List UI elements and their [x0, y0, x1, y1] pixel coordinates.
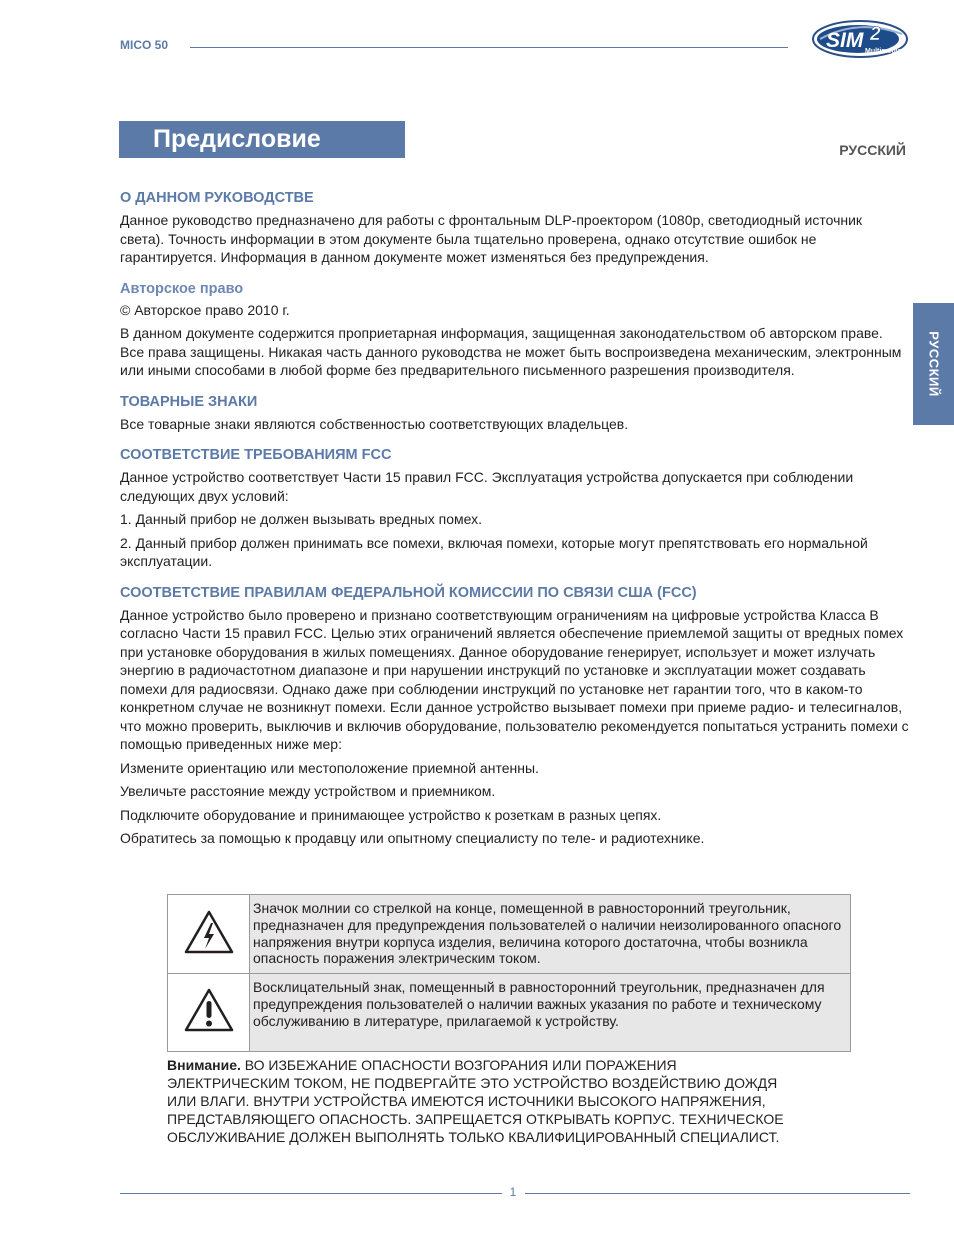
warning-notice	[167, 1056, 797, 1146]
page-number: 1	[509, 1185, 517, 1199]
section-about	[120, 190, 910, 267]
content	[120, 190, 910, 862]
exclamation-warning-icon	[183, 987, 235, 1033]
section-copyright	[120, 281, 910, 380]
table-row	[168, 895, 851, 974]
page-title: Предисловие	[153, 125, 321, 153]
section-heading: ТОВАРНЫЕ ЗНАКИ	[120, 393, 258, 410]
safety-symbols-table	[167, 894, 851, 1052]
warning-label: Внимание.	[167, 1057, 241, 1073]
header-rule	[190, 47, 788, 48]
paragraph: Увеличьте расстояние между устройством и приемником.	[120, 783, 496, 799]
table-row	[168, 974, 851, 1052]
paragraph: © Авторское право 2010 г.	[120, 301, 290, 318]
section-fcc-rules	[120, 585, 910, 848]
paragraph: Все товарные знаки являются собственностью соответствующих владельцев.	[120, 415, 629, 432]
paragraph: Данное устройство соответствует Части 15 правил FCC. Эксплуатация устройства допускается при соблюдении следующих двух условий:	[120, 469, 854, 504]
paragraph: 1. Данный прибор не должен вызывать вредных помех.	[120, 511, 482, 527]
paragraph: Измените ориентацию или местоположение приемной антенны.	[120, 759, 539, 776]
paragraph: Данное руководство предназначено для работы с фронтальным DLP-проектором (1080р, светодиодный источник света). Точность информации в этом документе была тщательно проверена, однако отсутствие ошибок не гарантируется. Информация в данном документе может изменяться без предупреждения.	[120, 212, 863, 265]
paragraph: Обратитесь за помощью к продавцу или опытному специалисту по теле- и радиотехнике.	[120, 830, 705, 846]
section-heading: СООТВЕТСТВИЕ ТРЕБОВАНИЯМ FCC	[120, 447, 392, 463]
section-fcc-requirements	[120, 447, 910, 571]
svg-text:Multimedia: Multimedia	[865, 48, 902, 55]
page-title-box	[119, 121, 405, 158]
symbol-description: Восклицательный знак, помещенный в равносторонний треугольник, предназначен для предупреждения пользователей о наличии важных указания по работе и техническому обслуживанию в литературе, прилагаемой к устройству.	[250, 974, 851, 1052]
model-name: MICO 50	[120, 38, 169, 52]
footer-rule-right	[525, 1193, 910, 1194]
paragraph: 2. Данный прибор должен принимать все помехи, включая помехи, которые могут препятствовать его нормальной эксплуатации.	[120, 534, 868, 569]
paragraph: В данном документе содержится проприетарная информация, защищенная законодательством об авторском праве. Все права защищены. Никакая часть данного руководства не может быть воспроизведена механическим, электронным или иными способами в любой форме без предварительного письменного разрешения производителя.	[120, 325, 902, 378]
sim2-logo	[810, 16, 914, 60]
svg-text:2: 2	[870, 24, 881, 45]
paragraph: Данное устройство было проверено и признано соответствующим ограничениям на цифровые устройства Класса В согласно Части 15 правил FCC. Целью этих ограничений является обеспечение приемлемой защиты от вредных помех при установке оборудования в жилых помещениях. Данное оборудование генерирует, использует и может излучать энергию в радиочастотном диапазоне и при нарушении инструкций по установке и эксплуатации может создавать помехи для радиосвязи. Однако даже при соблюдении инструкций по установке нет гарантии того, что в каком-то конкретном случае не возникнут помехи. Если данное устройство вызывает помехи при приеме радио- и телесигналов, что можно проверить, выключив и включив оборудование, пользователю рекомендуется попытаться устранить помехи с помощью приведенных ниже мер:	[120, 606, 909, 752]
paragraph: Подключите оборудование и принимающее устройство к розеткам в разных цепях.	[120, 806, 662, 823]
section-subheading: Авторское право	[120, 280, 244, 297]
warning-text: ВО ИЗБЕЖАНИЕ ОПАСНОСТИ ВОЗГОРАНИЯ ИЛИ ПОРАЖЕНИЯ ЭЛЕКТРИЧЕСКИМ ТОКОМ, НЕ ПОДВЕРГАЙТЕ ЭТО УСТРОЙСТВО ВОЗДЕЙСТВИЮ ДОЖДЯ ИЛИ ВЛАГИ. ВНУТРИ УСТРОЙСТВА ИМЕЮТСЯ ИСТОЧНИКИ ВЫСОКОГО НАПРЯЖЕНИЯ, ПРЕДСТАВЛЯЮЩЕГО ОПАСНОСТЬ. ЗАПРЕЩАЕТСЯ ОТКРЫВАТЬ КОРПУС. ТЕХНИЧЕСКОЕ ОБСЛУЖИВАНИЕ ДОЛЖЕН ВЫПОЛНЯТЬ ТОЛЬКО КВАЛИФИЦИРОВАННЫЙ СПЕЦИАЛИСТ.	[167, 1057, 784, 1145]
language-side-tab	[913, 303, 954, 425]
section-heading: О ДАННОМ РУКОВОДСТВЕ	[120, 190, 314, 206]
language-label: РУССКИЙ	[839, 142, 906, 158]
svg-text:SIM: SIM	[826, 29, 864, 52]
symbol-description: Значок молнии со стрелкой на конце, помещенной в равносторонний треугольник, предназначен для предупреждения пользователей о наличии неизолированного опасного напряжения внутри корпуса изделия, величина которого достаточна, чтобы возникла опасность поражения электрическим током.	[250, 895, 851, 974]
side-tab-label: РУССКИЙ	[926, 331, 941, 397]
section-heading: СООТВЕТСТВИЕ ПРАВИЛАМ ФЕДЕРАЛЬНОЙ КОМИССИИ ПО СВЯЗИ США (FCC)	[120, 584, 697, 601]
symbol-cell	[168, 895, 250, 974]
footer-rule-left	[120, 1193, 502, 1194]
symbol-cell	[168, 974, 250, 1052]
section-trademarks	[120, 394, 910, 434]
lightning-warning-icon	[183, 909, 235, 955]
